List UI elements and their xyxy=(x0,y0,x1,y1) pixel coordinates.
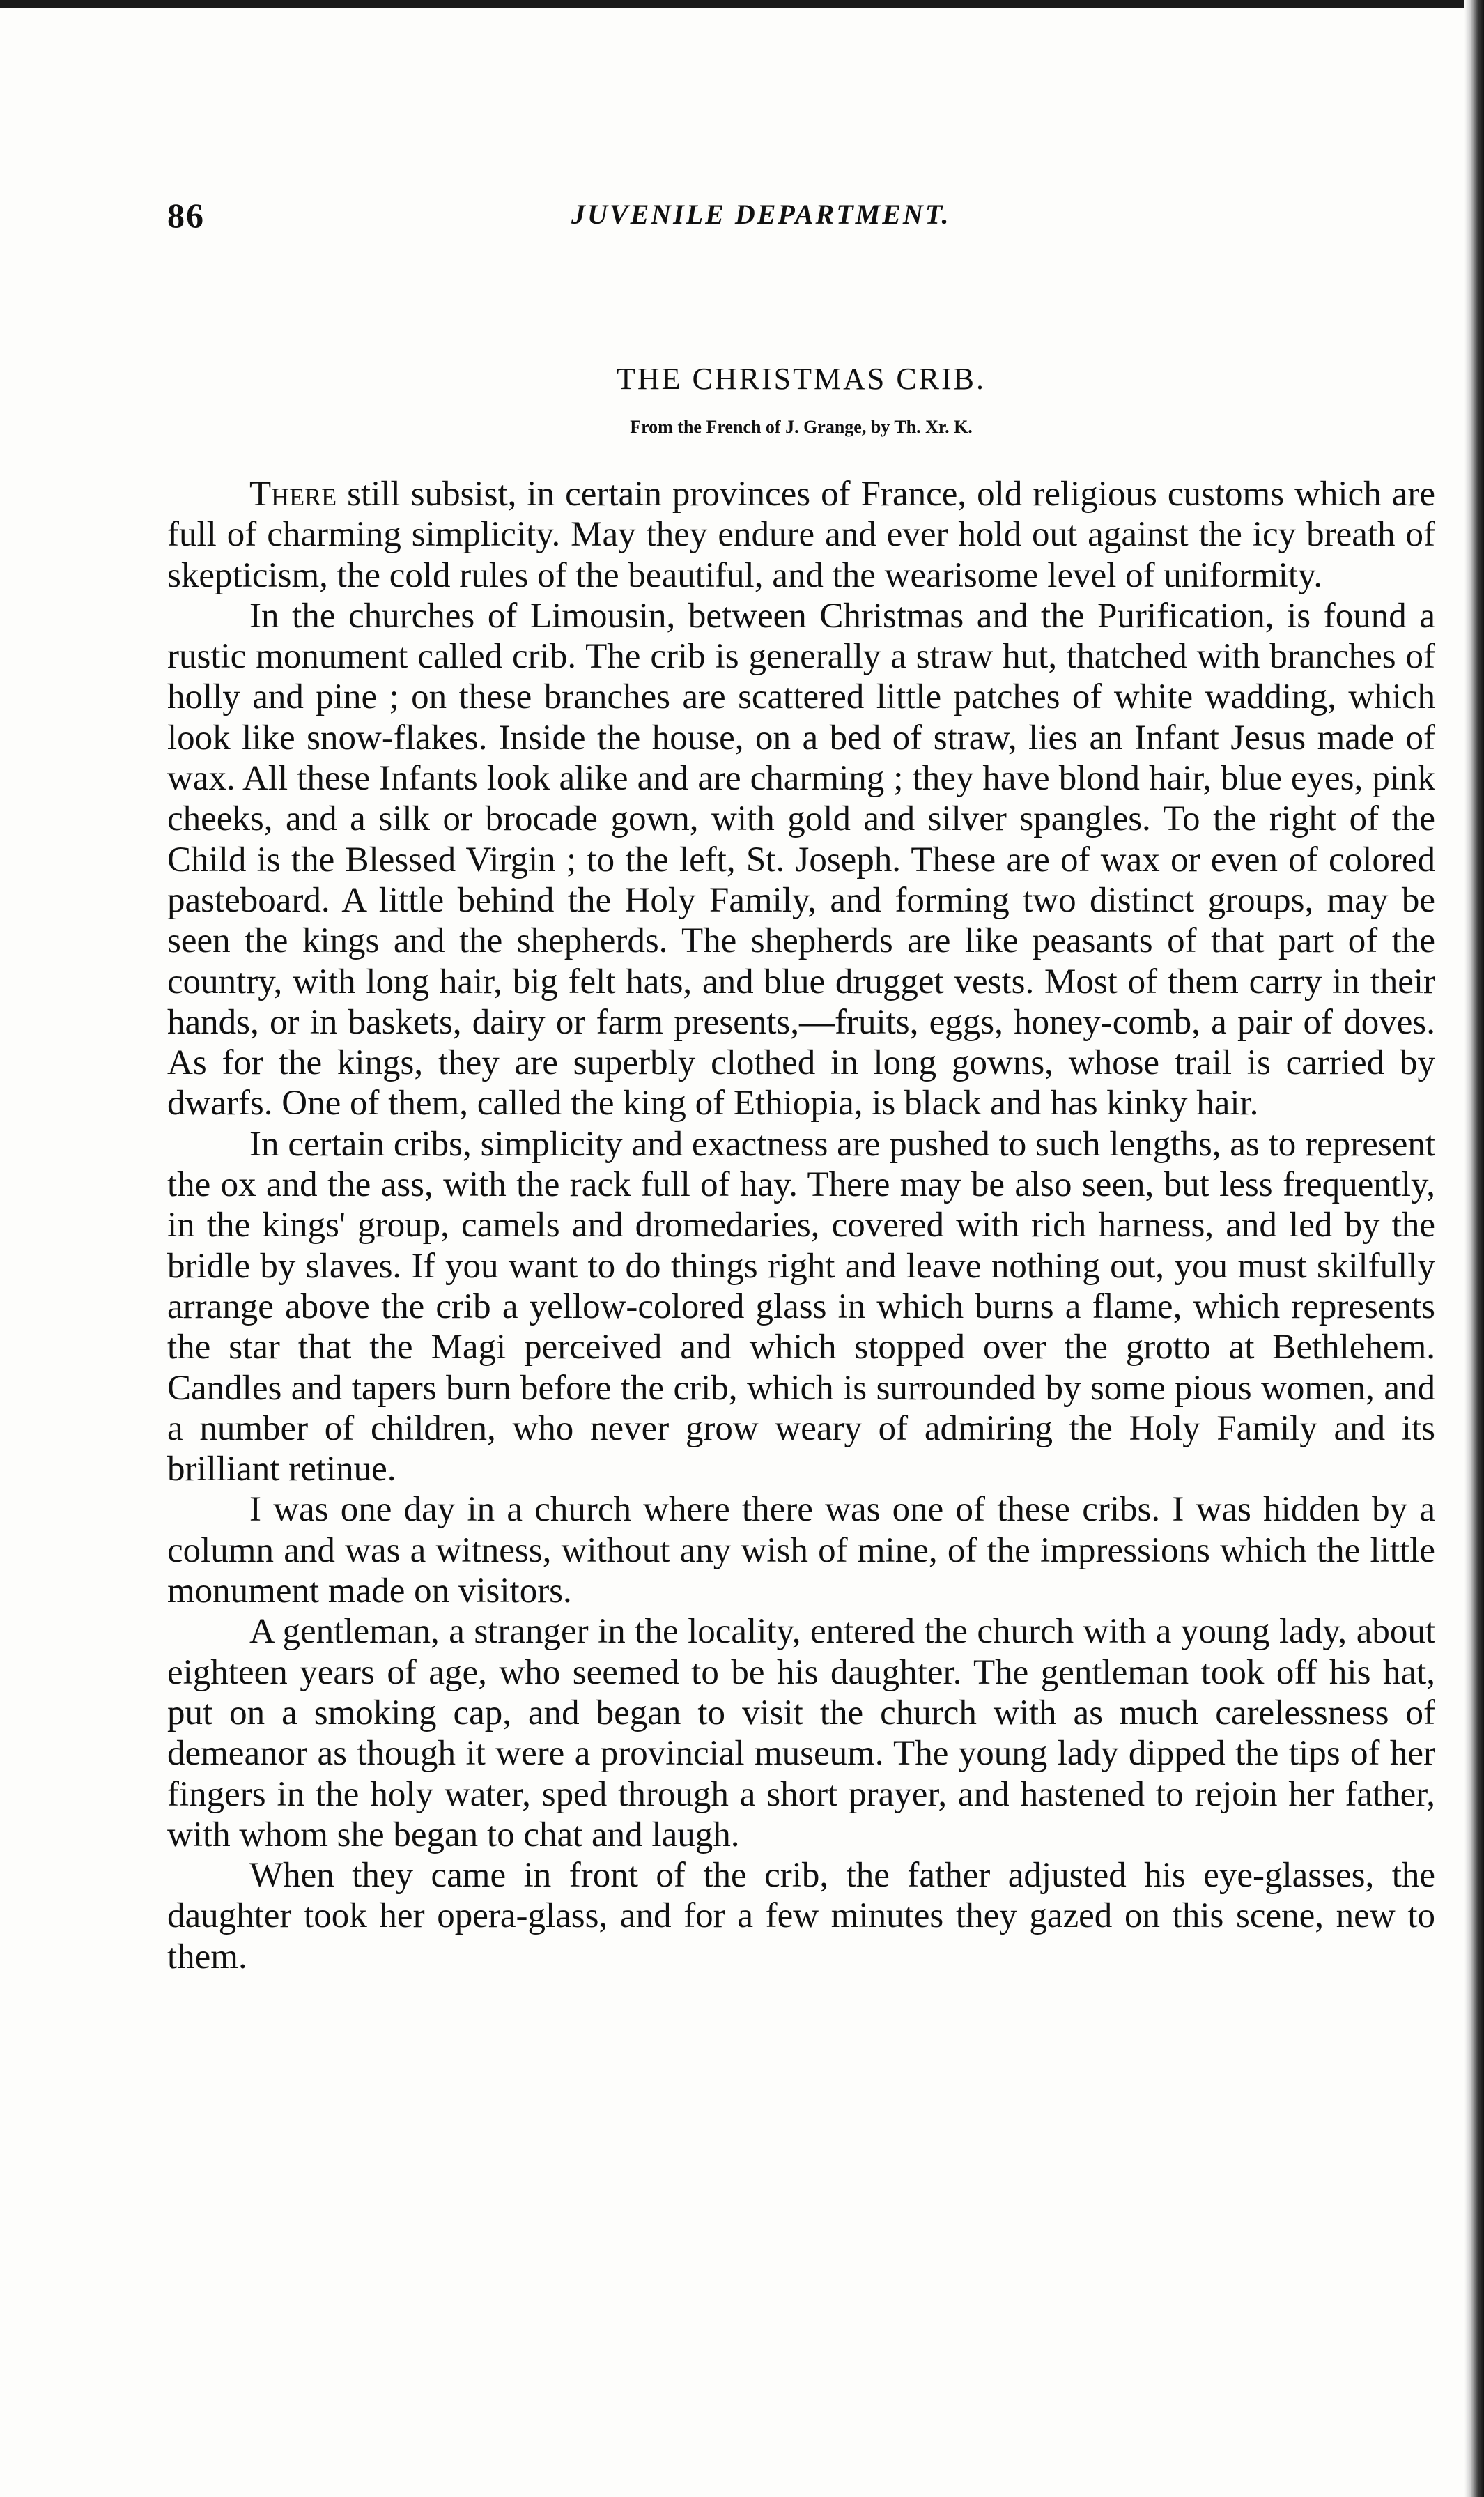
paragraph-4 xyxy=(167,1489,1435,1611)
paragraph-lead-word: There xyxy=(249,475,337,514)
article-body xyxy=(167,474,1435,1977)
paragraph-text: A gentleman, a stranger in the locality, entered the church with a young lady, about eighteen years of age, who seemed to be his daughter. The gentleman took off his hat, put on a smoking cap, and began to visit the church with as much carelessness of demeanor as though it were a provincial museum. The young lady dipped the tips of her fingers in the holy water, sped through a short prayer, and hastened to rejoin her father, with whom she began to chat and laugh. xyxy=(167,1612,1435,1854)
page-binding-edge xyxy=(1464,0,1484,2497)
page-header xyxy=(167,195,1435,244)
paragraph-text: In certain cribs, simplicity and exactness are pushed to such lengths, as to represent the ox and the ass, with the rack full of hay. There may be also seen, but less frequently, in the kings' group, camels and dromedaries, covered with rich harness, and led by the bridle by slaves. If you want to do things right and leave nothing out, you must skilfully arrange above the crib a yellow-colored glass in which burns a flame, which represents the star that the Magi perceived and which stopped over the grotto at Bethlehem. Candles and tapers burn before the crib, which is surrounded by some pious women, and a number of children, who never grow weary of admiring the Holy Family and its brilliant retinue. xyxy=(167,1124,1435,1489)
paragraph-text: In the churches of Limousin, between Christmas and the Purification, is found a rustic monument called crib. The crib is generally a straw hut, thatched with branches of holly and pine ; on these branches are scattered little patches of white wadding, which look like snow-flakes. Inside the house, on a bed of straw, lies an Infant Jesus made of wax. All these Infants look alike and are charming ; they have blond hair, blue eyes, pink cheeks, and a silk or brocade gown, with gold and silver spangles. To the right of the Child is the Blessed Virgin ; to the left, St. Joseph. These are of wax or even of colored pasteboard. A little behind the Holy Family, and forming two distinct groups, may be seen the kings and the shepherds. The shepherds are like peasants of that part of the country, with long hair, big felt hats, and blue drugget vests. Most of them carry in their hands, or in baskets, dairy or farm presents,—fruits, eggs, honey-comb, a pair of doves. As for the kings, they are superbly clothed in long gowns, whose trail is carried by dwarfs. One of them, called the king of Ethiopia, is black and has kinky hair. xyxy=(167,596,1435,1123)
paragraph-text: When they came in front of the crib, the father adjusted his eye-glasses, the daughter took her opera-glass, and for a few minutes they gazed on this scene, new to them. xyxy=(167,1856,1435,1976)
paragraph-text: I was one day in a church where there was one of these cribs. I was hidden by a column and was a witness, without any wish of mine, of the impressions which the little monument made on visitors. xyxy=(167,1490,1435,1611)
article-title: THE CHRISTMAS CRIB. xyxy=(616,362,987,396)
paragraph-1 xyxy=(167,474,1435,596)
paragraph-text: still subsist, in certain provinces of France, old religious customs which are full of charming simplicity. May they endure and ever hold out against the icy breath of skepticism, the cold rules of the beautiful, and the wearisome level of uniformity. xyxy=(167,475,1435,595)
paragraph-5 xyxy=(167,1611,1435,1855)
page-number: 86 xyxy=(167,196,205,235)
page-top-edge xyxy=(0,0,1484,8)
paragraph-6 xyxy=(167,1855,1435,1977)
running-head: JUVENILE DEPARTMENT. xyxy=(571,199,951,230)
article-subtitle: From the French of J. Grange, by Th. Xr. K. xyxy=(630,417,973,437)
paragraph-3 xyxy=(167,1124,1435,1490)
paragraph-2 xyxy=(167,596,1435,1124)
